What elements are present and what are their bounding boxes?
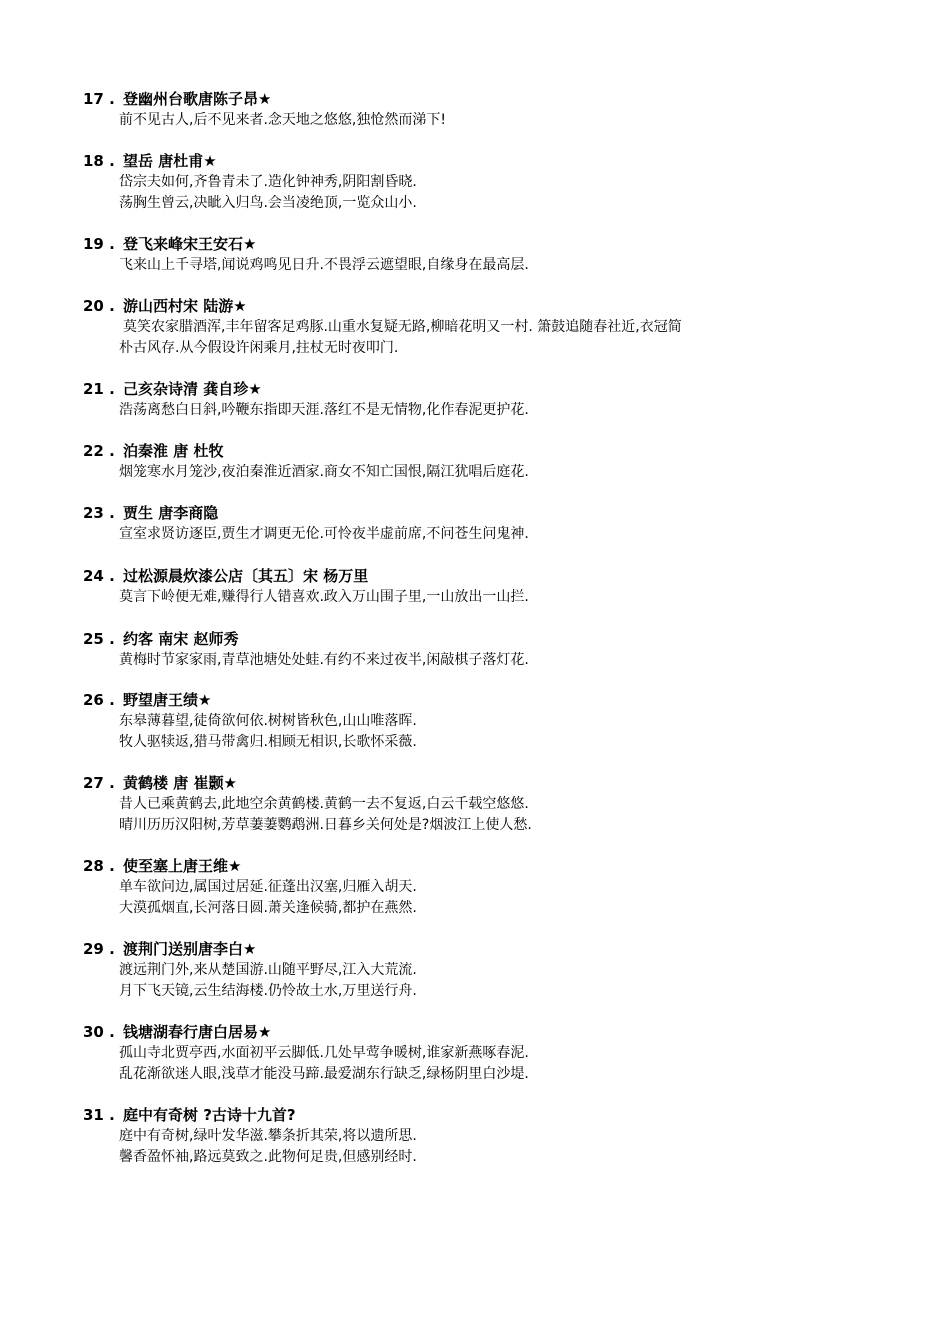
poem-title (83, 88, 893, 110)
poem-line: 渡远荆门外,来从楚国游.山随平野尽,江入大荒流. (119, 962, 417, 978)
poem-title-text: 黄鹤楼 唐 崔颢★ (123, 774, 237, 792)
poem-title (83, 1104, 893, 1126)
poem-19 (83, 233, 893, 276)
poem-title (83, 502, 893, 524)
poem-title (83, 772, 893, 794)
poem-title-text: 贾生 唐李商隐 (123, 504, 219, 522)
poem-line: 孤山寺北贾亭西,水面初平云脚低.几处早莺争暖树,谁家新燕啄春泥. (119, 1045, 529, 1061)
poem-number: 26 . (83, 691, 115, 709)
poem-22 (83, 440, 893, 483)
poem-25 (83, 628, 893, 671)
poem-number: 20 . (83, 297, 115, 315)
poem-line: 庭中有奇树,绿叶发华滋.攀条折其荣,将以遗所思. (119, 1128, 417, 1144)
poem-title-text: 泊秦淮 唐 杜牧 (123, 442, 224, 460)
poem-title (83, 855, 893, 877)
poem-line: 岱宗夫如何,齐鲁青未了.造化钟神秀,阴阳割昏晓. (119, 174, 417, 190)
poem-line: 烟笼寒水月笼沙,夜泊秦淮近酒家.商女不知亡国恨,隔江犹唱后庭花. (119, 464, 529, 480)
poem-20 (83, 295, 893, 359)
poem-line: 月下飞天镜,云生结海楼.仍怜故土水,万里送行舟. (119, 983, 417, 999)
poem-title-text: 渡荆门送别唐李白★ (123, 940, 257, 958)
poem-title-text: 约客 南宋 赵师秀 (123, 630, 239, 648)
poem-line: 单车欲问边,属国过居延.征蓬出汉塞,归雁入胡天. (119, 879, 417, 895)
poem-title-text: 使至塞上唐王维★ (123, 857, 242, 875)
poem-title (83, 565, 893, 587)
poem-29 (83, 938, 893, 1002)
poem-line: 馨香盈怀袖,路远莫致之.此物何足贵,但感别经时. (119, 1149, 417, 1165)
poem-line: 荡胸生曾云,决眦入归鸟.会当凌绝顶,一览众山小. (119, 195, 417, 211)
poem-number: 30 . (83, 1023, 115, 1041)
poem-21 (83, 378, 893, 421)
poem-number: 28 . (83, 857, 115, 875)
poem-title-text: 登幽州台歌唐陈子昂★ (123, 90, 272, 108)
poem-line: 宣室求贤访逐臣,贾生才调更无伦.可怜夜半虚前席,不问苍生问鬼神. (119, 526, 529, 542)
poem-title (83, 938, 893, 960)
poem-title (83, 378, 893, 400)
poem-title-text: 野望唐王绩★ (123, 691, 212, 709)
poem-number: 23 . (83, 504, 115, 522)
poem-line: 乱花渐欲迷人眼,浅草才能没马蹄.最爱湖东行缺乏,绿杨阴里白沙堤. (119, 1066, 529, 1082)
poem-line: 大漠孤烟直,长河落日圆.萧关逢候骑,都护在燕然. (119, 900, 417, 916)
poem-27 (83, 772, 893, 836)
poem-line: 莫笑农家腊酒浑,丰年留客足鸡豚.山重水复疑无路,柳暗花明又一村. 箫鼓追随春社近,衣冠简 (123, 319, 682, 335)
poem-title-text: 钱塘湖春行唐白居易★ (123, 1023, 272, 1041)
poem-line: 晴川历历汉阳树,芳草萋萋鹦鹉洲.日暮乡关何处是?烟波江上使人愁. (119, 817, 532, 833)
poem-title (83, 689, 893, 711)
poem-number: 22 . (83, 442, 115, 460)
poem-number: 24 . (83, 567, 115, 585)
poem-line: 飞来山上千寻塔,闻说鸡鸣见日升.不畏浮云遮望眼,自缘身在最高层. (119, 257, 529, 273)
poem-number: 21 . (83, 380, 115, 398)
poem-line: 前不见古人,后不见来者.念天地之悠悠,独怆然而涕下! (119, 112, 446, 128)
poem-30 (83, 1021, 893, 1085)
poem-line: 莫言下岭便无难,赚得行人错喜欢.政入万山围子里,一山放出一山拦. (119, 589, 529, 605)
poem-title (83, 295, 893, 317)
poem-title-text: 登飞来峰宋王安石★ (123, 235, 257, 253)
poem-number: 18 . (83, 152, 115, 170)
poem-title-text: 过松源晨炊漆公店〔其五〕宋 杨万里 (123, 567, 369, 585)
poem-line: 黄梅时节家家雨,青草池塘处处蛙.有约不来过夜半,闲敲棋子落灯花. (119, 652, 529, 668)
poem-number: 27 . (83, 774, 115, 792)
poem-23 (83, 502, 893, 545)
poem-title (83, 440, 893, 462)
poem-line: 浩荡离愁白日斜,吟鞭东指即天涯.落红不是无情物,化作春泥更护花. (119, 402, 529, 418)
poem-title-text: 己亥杂诗清 龚自珍★ (123, 380, 262, 398)
poem-26 (83, 689, 893, 753)
poem-28 (83, 855, 893, 919)
poem-number: 31 . (83, 1106, 115, 1124)
poem-18 (83, 150, 893, 214)
poem-17 (83, 88, 893, 131)
poem-24 (83, 565, 893, 608)
poem-title (83, 150, 893, 172)
poem-31 (83, 1104, 893, 1168)
poem-line: 东皋薄暮望,徒倚欲何依.树树皆秋色,山山唯落晖. (119, 713, 417, 729)
poem-line: 牧人驱犊返,猎马带禽归.相顾无相识,长歌怀采薇. (119, 734, 417, 750)
poem-number: 17 . (83, 90, 115, 108)
poem-number: 25 . (83, 630, 115, 648)
poem-title-text: 游山西村宋 陆游★ (123, 297, 247, 315)
poem-line: 昔人已乘黄鹤去,此地空余黄鹤楼.黄鹤一去不复返,白云千载空悠悠. (119, 796, 529, 812)
poem-title (83, 628, 893, 650)
poem-title (83, 233, 893, 255)
poem-title-text: 庭中有奇树 ?古诗十九首? (123, 1106, 296, 1124)
poem-title (83, 1021, 893, 1043)
poem-line: 朴古风存.从今假设许闲乘月,拄杖无时夜叩门. (119, 340, 399, 356)
poem-number: 29 . (83, 940, 115, 958)
poem-number: 19 . (83, 235, 115, 253)
poem-title-text: 望岳 唐杜甫★ (123, 152, 217, 170)
